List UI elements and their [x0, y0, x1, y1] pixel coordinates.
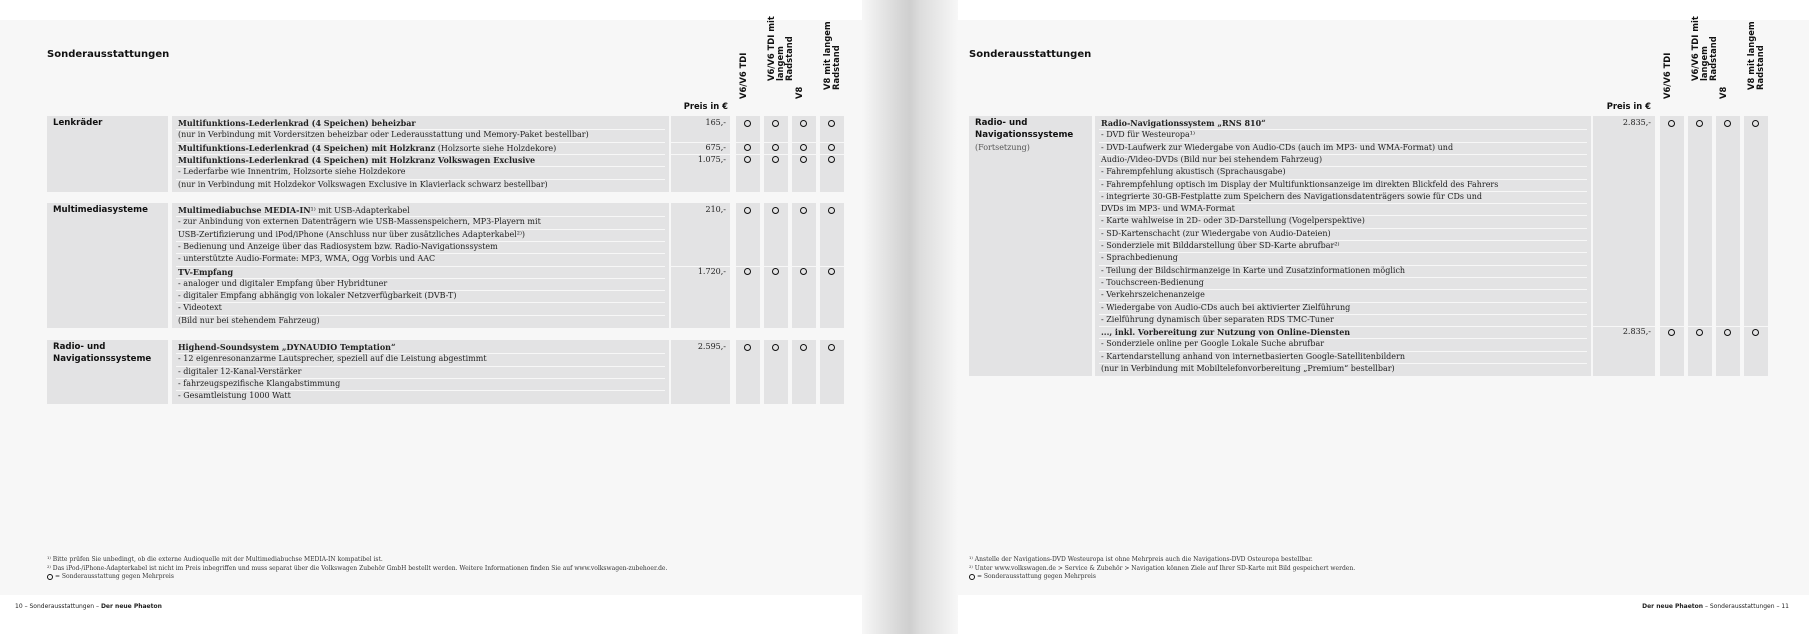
left-option-detail: (nur in Verbindung mit Holzdekor Volkswagen Exclusive in Klavierlack schwarz bestellbar)	[178, 179, 548, 189]
left-variant-header-2	[792, 28, 816, 108]
option-circle-icon	[1724, 329, 1731, 336]
right-option-line	[1101, 252, 1178, 264]
right-option-detail: DVDs im MP3- und WMA-Format	[1101, 204, 1235, 214]
left-option-name: Multimediabuchse MEDIA-IN	[178, 205, 311, 215]
left-option-line	[178, 204, 410, 216]
right-option-detail: - Kartendarstellung anhand von internetbasierten Google-Satellitenbildern	[1101, 351, 1405, 361]
left-variant-header-label: V6/V6 TDI mit langem Radstand	[766, 16, 794, 81]
right-option-detail: - Verkehrszeichenanzeige	[1101, 290, 1205, 300]
left-option-detail: - analoger und digitaler Empfang über Hybridtuner	[178, 278, 388, 288]
left-row-separator	[176, 278, 665, 279]
left-option-line	[178, 278, 387, 290]
right-col-separator	[1716, 326, 1740, 327]
right-row-separator	[1099, 240, 1587, 241]
left-option-name: Multifunktions-Lederlenkrad (4 Speichen) mit Holzkranz Volkswagen Exclusive	[178, 154, 536, 165]
footer-dash: –	[1704, 603, 1708, 610]
left-variant-header-label: V8 mit langem Radstand	[822, 21, 841, 90]
left-option-line	[178, 179, 548, 191]
left-option-line	[178, 366, 301, 378]
left-col-separator	[736, 154, 760, 155]
left-option-price: 1.075,-	[697, 154, 726, 164]
option-circle-icon	[828, 207, 835, 214]
left-option-detail: - digitaler Empfang abhängig von lokaler Netzverfügbarkeit (DVB-T)	[178, 291, 457, 301]
right-option-line	[1101, 154, 1322, 166]
option-circle-icon	[1752, 120, 1759, 127]
right-option-line	[1101, 129, 1195, 141]
right-row-separator	[1099, 203, 1587, 204]
right-option-detail: - integrierte 30-GB-Festplatte zum Speichern des Navigationsdatenträgers sowie für CDs und	[1101, 191, 1482, 201]
right-row-separator	[1099, 338, 1587, 339]
left-row-separator	[176, 154, 665, 155]
left-option-detail: (Holzsorte siehe Holzdekore)	[435, 143, 557, 153]
right-page-title: Sonderausstattungen	[969, 49, 1092, 60]
option-circle-icon	[969, 574, 975, 580]
left-option-price: 675,-	[705, 142, 726, 152]
left-page-footer	[15, 603, 162, 610]
left-col-separator	[764, 266, 788, 267]
left-option-detail: - unterstützte Audio-Formate: MP3, WMA, Ogg Vorbis und AAC	[178, 254, 436, 264]
right-row-separator	[1099, 289, 1587, 290]
right-option-detail: - Wiedergabe von Audio-CDs auch bei aktivierter Zielführung	[1101, 302, 1351, 312]
right-option-detail: - DVD für Westeuropa¹⁾	[1101, 130, 1195, 140]
left-footer-book: Der neue Phaeton	[100, 603, 162, 610]
right-row-separator	[1099, 129, 1587, 130]
left-footnote-1: ¹⁾ Bitte prüfen Sie unbedingt, ob die externe Audioquelle mit der Multimediabuchse MEDIA-IN kompatibel ist.	[47, 556, 383, 563]
left-option-detail: - 12 eigenresonanzarme Lautsprecher, speziell auf die Leistung abgestimmt	[178, 354, 487, 364]
option-circle-icon	[1724, 120, 1731, 127]
left-price-separator	[671, 154, 730, 155]
left-option-line	[178, 302, 222, 314]
right-option-line	[1101, 240, 1340, 252]
left-row-separator	[176, 302, 665, 303]
left-footnote-2: ²⁾ Das iPod-/iPhone-Adapterkabel ist nicht im Preis inbegriffen und muss separat über die Volkswagen Zubehör GmbH bestellt werden. Weitere Informationen finden Sie auf www.volkswagen-zubehoer.de.	[47, 564, 668, 572]
right-option-name: ..., inkl. Vorbereitung zur Nutzung von Online-Diensten	[1101, 327, 1351, 338]
left-variant-header-1	[764, 16, 794, 108]
left-option-line	[178, 129, 589, 141]
right-option-detail: (nur in Verbindung mit Mobiltelefonvorbereitung „Premium“ bestellbar)	[1101, 364, 1395, 373]
right-option-name: Radio-Navigationssystem „RNS 810“	[1101, 118, 1266, 128]
right-option-line	[1101, 117, 1266, 129]
left-option-name: Multifunktions-Lederlenkrad (4 Speichen) beheizbar	[178, 118, 416, 128]
left-option-line	[178, 241, 498, 253]
right-option-line	[1101, 191, 1482, 203]
right-option-line	[1101, 302, 1350, 314]
right-variant-header-label: V8 mit langem Radstand	[1746, 21, 1765, 90]
right-variant-col-box	[1744, 116, 1768, 376]
right-option-detail: - Karte wahlweise in 2D- oder 3D-Darstellung (Vogelperspektive)	[1101, 216, 1365, 226]
left-option-line	[178, 154, 535, 166]
option-circle-icon	[772, 344, 779, 351]
right-variant-col-box	[1716, 116, 1740, 376]
option-circle-icon	[828, 344, 835, 351]
right-option-detail: - SD-Kartenschacht (zur Wiedergabe von Audio-Dateien)	[1101, 228, 1331, 238]
right-row-separator	[1099, 228, 1587, 229]
option-circle-icon	[800, 120, 807, 127]
right-option-line	[1101, 203, 1235, 215]
left-option-detail: - Videotext	[178, 303, 222, 313]
right-option-line	[1101, 363, 1395, 375]
right-variant-header-label: V6/V6 TDI	[1662, 52, 1672, 99]
left-col-separator	[736, 142, 760, 143]
left-col-separator	[792, 266, 816, 267]
right-option-detail: - Touchscreen-Bedienung	[1101, 277, 1204, 287]
right-option-detail: - Sonderziele online per Google Lokale Suche abrufbar	[1101, 339, 1325, 349]
left-page-number: 10	[15, 603, 23, 610]
left-option-price: 210,-	[705, 205, 726, 214]
left-price-separator	[671, 266, 730, 267]
right-option-line	[1101, 289, 1205, 301]
left-row-separator	[176, 353, 665, 354]
right-price-separator	[1593, 326, 1655, 327]
left-price-separator	[671, 142, 730, 143]
right-option-line	[1101, 326, 1350, 338]
left-col-separator	[820, 266, 844, 267]
left-variant-header-label: V6/V6 TDI	[738, 52, 748, 99]
option-circle-icon	[1668, 120, 1675, 127]
option-circle-icon	[772, 268, 779, 275]
right-option-detail: - Fahrempfehlung optisch im Display der Multifunktionsanzeige im direkten Blickfeld des Fahrers	[1101, 179, 1499, 189]
right-row-separator	[1099, 166, 1587, 167]
option-circle-icon	[828, 120, 835, 127]
left-category-label: Lenkräder	[53, 118, 103, 128]
left-option-detail: USB-Zertifizierung und iPod/iPhone (Anschluss nur über zusätzliches Adapterkabel²⁾)	[178, 229, 526, 239]
left-option-detail: (Bild nur bei stehendem Fahrzeug)	[178, 315, 320, 325]
left-variant-header-3	[820, 21, 844, 108]
left-option-line	[178, 117, 416, 129]
option-circle-icon	[772, 207, 779, 214]
right-category-sub: (Fortsetzung)	[975, 142, 1030, 152]
left-col-separator	[764, 154, 788, 155]
left-row-separator	[176, 266, 665, 267]
right-category-label: Radio- und Navigationssysteme	[975, 118, 1074, 141]
left-option-line	[178, 390, 291, 402]
left-option-detail: - fahrzeugspezifische Klangabstimmung	[178, 378, 341, 388]
right-option-detail: - Zielführung dynamisch über separaten RDS TMC-Tuner	[1101, 314, 1334, 324]
left-option-line	[178, 315, 320, 327]
right-option-line	[1101, 338, 1324, 350]
right-row-separator	[1099, 154, 1587, 155]
footer-dash: –	[24, 603, 28, 610]
option-circle-icon	[1696, 329, 1703, 336]
right-variant-header-3	[1744, 21, 1768, 108]
left-variant-header-0	[736, 28, 760, 108]
left-row-separator	[176, 241, 665, 242]
option-circle-icon	[1696, 120, 1703, 127]
right-row-separator	[1099, 302, 1587, 303]
left-option-line	[178, 229, 525, 241]
right-row-separator	[1099, 277, 1587, 278]
right-row-separator	[1099, 363, 1587, 364]
left-option-line	[178, 353, 487, 365]
left-col-separator	[792, 142, 816, 143]
book-gutter	[862, 0, 958, 634]
left-col-separator	[736, 266, 760, 267]
right-option-line	[1101, 142, 1453, 154]
left-option-price: 165,-	[705, 118, 726, 127]
right-row-separator	[1099, 215, 1587, 216]
left-option-price: 2.595,-	[697, 342, 726, 351]
right-option-price: 2.835,-	[1622, 118, 1651, 127]
left-row-separator	[176, 179, 665, 180]
right-variant-header-label: V6/V6 TDI mit langem Radstand	[1690, 16, 1718, 81]
right-option-detail: - DVD-Laufwerk zur Wiedergabe von Audio-CDs (auch im MP3- und WMA-Format) und	[1101, 142, 1454, 152]
right-price-header: Preis in €	[1606, 101, 1651, 111]
right-option-line	[1101, 228, 1331, 240]
right-row-separator	[1099, 142, 1587, 143]
right-option-detail: - Fahrempfehlung akustisch (Sprachausgabe)	[1101, 167, 1286, 177]
right-row-separator	[1099, 179, 1587, 180]
left-row-separator	[176, 366, 665, 367]
left-option-line	[178, 216, 541, 228]
right-category-box	[969, 116, 1092, 376]
left-row-separator	[176, 378, 665, 379]
left-option-name: Multifunktions-Lederlenkrad (4 Speichen) mit Holzkranz	[178, 142, 436, 153]
right-col-separator	[1660, 326, 1684, 327]
right-row-separator	[1099, 252, 1587, 253]
left-category-box	[47, 203, 168, 328]
right-option-line	[1101, 314, 1334, 326]
right-option-line	[1101, 351, 1405, 363]
left-footnote-legend	[47, 573, 174, 582]
left-option-line	[178, 266, 233, 278]
left-option-detail: (nur in Verbindung mit Vordersitzen beheizbar oder Lederausstattung und Memory-Paket bestellbar)	[178, 130, 589, 140]
left-option-detail: - digitaler 12-Kanal-Verstärker	[178, 366, 302, 376]
left-category-label: Multimediasysteme	[53, 205, 148, 215]
left-legend-text: = Sonderausstattung gegen Mehrpreis	[55, 573, 174, 581]
right-option-price: 2.835,-	[1622, 327, 1651, 337]
right-col-separator	[1744, 326, 1768, 327]
left-row-separator	[176, 229, 665, 230]
left-option-detail: - Lederfarbe wie Innentrim, Holzsorte siehe Holzdekore	[178, 167, 406, 177]
right-footer-book: Der neue Phaeton	[1642, 603, 1704, 610]
left-option-line	[178, 378, 340, 390]
right-option-detail: - Sprachbedienung	[1101, 253, 1178, 263]
right-option-line	[1101, 265, 1405, 277]
left-option-detail: - Gesamtleistung 1000 Watt	[178, 391, 291, 401]
right-row-separator	[1099, 265, 1587, 266]
right-page-number: 11	[1781, 603, 1789, 610]
left-variant-header-label: V8	[794, 86, 804, 99]
left-option-line	[178, 166, 406, 178]
left-footer-section: Sonderausstattungen	[29, 603, 95, 610]
left-row-separator	[176, 166, 665, 167]
option-circle-icon	[47, 574, 53, 580]
right-option-line	[1101, 179, 1498, 191]
left-option-line	[178, 253, 435, 265]
right-variant-header-0	[1660, 28, 1684, 108]
left-row-separator	[176, 142, 665, 143]
left-row-separator	[176, 290, 665, 291]
option-circle-icon	[744, 207, 751, 214]
right-footnote-1: ¹⁾ Anstelle der Navigations-DVD Westeuropa ist ohne Mehrpreis auch die Navigations-DVD Osteuropa bestellbar.	[969, 556, 1313, 563]
left-col-separator	[764, 142, 788, 143]
right-option-detail: - Teilung der Bildschirmanzeige in Karte und Zusatzinformationen möglich	[1101, 265, 1406, 275]
left-page-title: Sonderausstattungen	[47, 49, 170, 60]
left-col-separator	[792, 154, 816, 155]
left-option-detail: - zur Anbindung von externen Datenträgern wie USB-Massenspeichern, MP3-Playern mit	[178, 217, 541, 227]
right-row-separator	[1099, 191, 1587, 192]
right-variant-header-1	[1688, 16, 1718, 108]
option-circle-icon	[800, 344, 807, 351]
footer-dash: –	[96, 603, 100, 610]
right-variant-col-box	[1660, 116, 1684, 376]
right-variant-header-label: V8	[1718, 86, 1728, 99]
right-option-detail: - Sonderziele mit Bilddarstellung über SD-Karte abrufbar²⁾	[1101, 241, 1340, 250]
left-option-detail: ¹⁾ mit USB-Adapterkabel	[310, 206, 410, 215]
option-circle-icon	[1752, 329, 1759, 336]
option-circle-icon	[744, 120, 751, 127]
left-row-separator	[176, 216, 665, 217]
right-page-footer	[1642, 603, 1789, 610]
option-circle-icon	[744, 268, 751, 275]
right-footer-section: Sonderausstattungen	[1709, 603, 1775, 610]
right-variant-col-box	[1688, 116, 1712, 376]
left-category-label: Radio- und Navigationssysteme	[53, 342, 152, 365]
left-row-separator	[176, 129, 665, 130]
left-row-separator	[176, 390, 665, 391]
left-option-detail: - Bedienung und Anzeige über das Radiosystem bzw. Radio-Navigationssystem	[178, 241, 498, 251]
right-legend-text: = Sonderausstattung gegen Mehrpreis	[977, 573, 1096, 581]
footer-dash: –	[1776, 603, 1780, 610]
option-circle-icon	[772, 120, 779, 127]
right-option-line	[1101, 166, 1286, 178]
left-col-separator	[820, 154, 844, 155]
right-footnote-legend	[969, 573, 1096, 582]
left-col-separator	[820, 142, 844, 143]
left-option-line	[178, 142, 556, 154]
option-circle-icon	[828, 268, 835, 275]
left-option-line	[178, 290, 457, 302]
right-row-separator	[1099, 314, 1587, 315]
option-circle-icon	[1668, 329, 1675, 336]
option-circle-icon	[744, 344, 751, 351]
left-option-name: Highend-Soundsystem „DYNAUDIO Temptation“	[178, 342, 396, 352]
right-footnote-2: ²⁾ Unter www.volkswagen.de > Service & Zubehör > Navigation können Ziele auf Ihrer SD-Karte mit Bild gespeichert werden.	[969, 564, 1356, 572]
left-option-price: 1.720,-	[697, 266, 726, 276]
left-row-separator	[176, 315, 665, 316]
right-row-separator	[1099, 326, 1587, 327]
option-circle-icon	[800, 207, 807, 214]
left-option-line	[178, 341, 396, 353]
left-row-separator	[176, 253, 665, 254]
right-option-line	[1101, 277, 1204, 289]
left-price-header: Preis in €	[683, 101, 728, 111]
right-variant-header-2	[1716, 28, 1740, 108]
right-option-line	[1101, 215, 1365, 227]
right-row-separator	[1099, 351, 1587, 352]
left-option-name: TV-Empfang	[178, 266, 234, 277]
right-col-separator	[1688, 326, 1712, 327]
right-option-detail: Audio-/Video-DVDs (Bild nur bei stehendem Fahrzeug)	[1101, 154, 1323, 164]
option-circle-icon	[800, 268, 807, 275]
